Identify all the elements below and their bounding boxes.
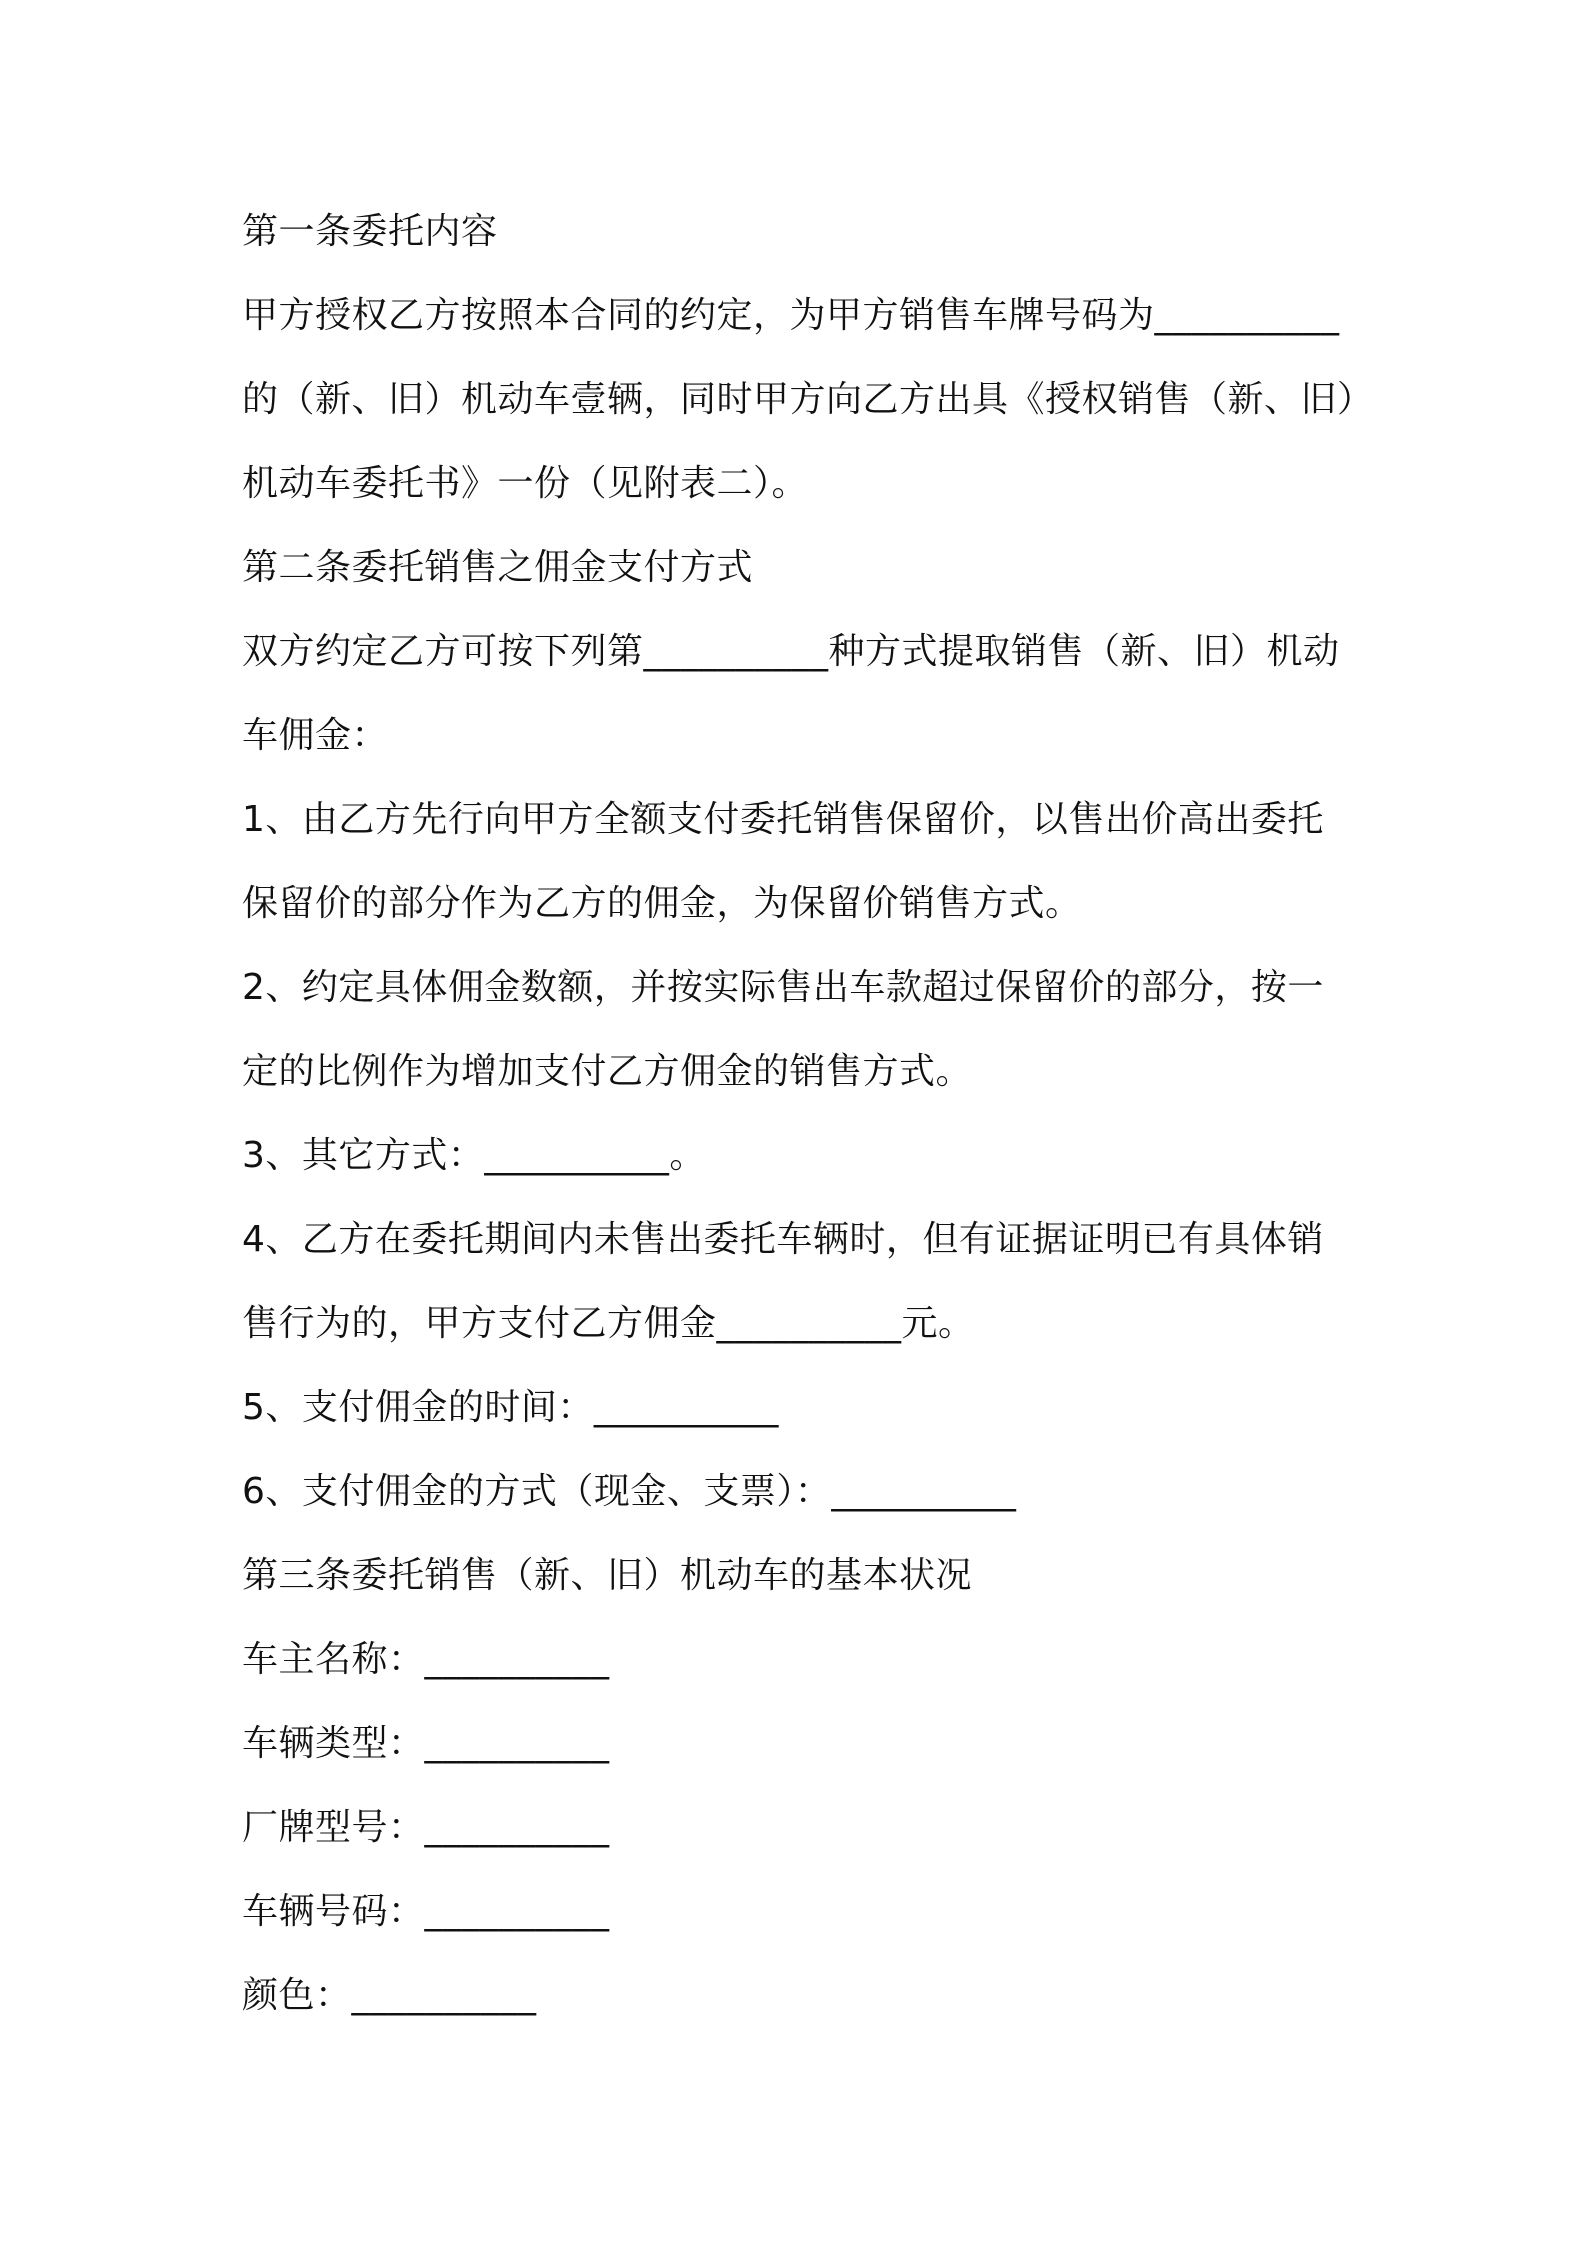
- list-item-line: 6、支付佣金的方式（现金、支票）：__________: [242, 1471, 1017, 1512]
- list-item-line: 售行为的，甲方支付乙方佣金__________元。: [242, 1303, 975, 1344]
- list-item-line: 5、支付佣金的时间：__________: [242, 1387, 779, 1428]
- paragraph-line: 甲方授权乙方按照本合同的约定，为甲方销售车牌号码为__________: [242, 295, 1340, 336]
- heading-article-2: 第二条委托销售之佣金支付方式: [242, 547, 754, 588]
- list-item-line: 定的比例作为增加支付乙方佣金的销售方式。: [242, 1051, 973, 1092]
- list-item-line: 2、约定具体佣金数额，并按实际售出车款超过保留价的部分，按一: [242, 967, 1324, 1008]
- list-item-line: 4、乙方在委托期间内未售出委托车辆时，但有证据证明已有具体销: [242, 1219, 1324, 1260]
- list-item-line: 1、由乙方先行向甲方全额支付委托销售保留价，以售出价高出委托: [242, 799, 1324, 840]
- field-brand-model: 厂牌型号：__________: [242, 1807, 610, 1848]
- field-owner-name: 车主名称：__________: [242, 1639, 610, 1680]
- field-vehicle-type: 车辆类型：__________: [242, 1723, 610, 1764]
- paragraph-line: 的（新、旧）机动车壹辆，同时甲方向乙方出具《授权销售（新、旧）: [242, 379, 1374, 420]
- paragraph-line: 车佣金：: [242, 715, 389, 756]
- field-vehicle-number: 车辆号码：__________: [242, 1891, 610, 1932]
- paragraph-line: 双方约定乙方可按下列第__________种方式提取销售（新、旧）机动: [242, 631, 1340, 672]
- list-item-line: 保留价的部分作为乙方的佣金，为保留价销售方式。: [242, 883, 1082, 924]
- field-color: 颜色：__________: [242, 1975, 537, 2016]
- list-item-line: 3、其它方式：__________。: [242, 1135, 706, 1176]
- heading-article-3: 第三条委托销售（新、旧）机动车的基本状况: [242, 1555, 973, 1596]
- paragraph-line: 机动车委托书》一份（见附表二）。: [242, 463, 809, 504]
- heading-article-1: 第一条委托内容: [242, 211, 498, 252]
